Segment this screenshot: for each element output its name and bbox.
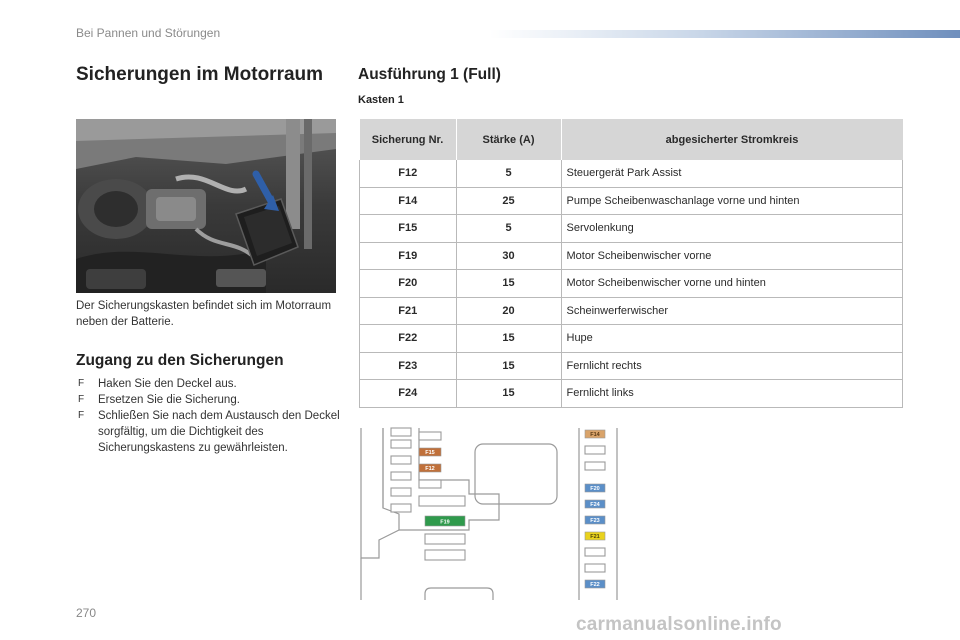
photo-caption: Der Sicherungskasten befindet sich im Motorraum neben der Batterie. [76,300,332,328]
variant-title: Ausführung 1 (Full) [358,66,501,83]
table-row [360,352,903,380]
fuse-circuit: Scheinwerferwischer [561,297,903,325]
step-marker: F [78,378,85,389]
table-row [360,160,903,187]
fuse-label-f23: F23 [590,518,600,524]
fuse-amperage: 30 [456,242,561,270]
header-gradient-bar [490,30,960,38]
fuse-circuit: Steuergerät Park Assist [561,160,903,187]
table-row [360,215,903,243]
watermark: carmanualsonline.info [576,614,782,635]
fuse-amperage: 5 [456,160,561,187]
fuse-amperage: 15 [456,352,561,380]
fuse-label-f15: F15 [425,450,435,456]
table-header-row [360,119,903,160]
fuse-box-label: Kasten 1 [358,94,404,106]
step-marker: F [78,394,85,405]
fuse-label-f19: F19 [440,519,450,526]
page-number: 270 [76,606,97,620]
table-row [360,242,903,270]
table-row [360,187,903,215]
fuse-label-f12: F12 [425,466,435,472]
fuse-label-f24: F24 [590,502,600,508]
fuse-label-f14: F14 [590,432,600,438]
fuse-circuit: Motor Scheibenwischer vorne [561,242,903,270]
fuse-amperage: 15 [456,270,561,298]
engine-bay-illustration [76,119,336,293]
table-row [360,325,903,353]
table-row [360,297,903,325]
fuse-circuit: Motor Scheibenwischer vorne und hinten [561,270,903,298]
fuse-circuit: Servolenkung [561,215,903,243]
fuse-label-f22: F22 [590,582,600,588]
instruction-step [76,376,346,392]
fuse-box-diagram [359,424,619,600]
fuse-circuit: Hupe [561,325,903,353]
fuse-circuit: Pumpe Scheibenwaschanlage vorne und hinten [561,187,903,215]
access-section-title: Zugang zu den Sicherungen [76,352,284,369]
fuse-circuit: Fernlicht rechts [561,352,903,380]
fuse-number: F15 [360,215,457,243]
instruction-step [76,408,346,456]
fuse-label-f21: F21 [590,534,600,540]
fuse-number: F12 [360,160,457,187]
fuse-layout-diagram [359,424,619,600]
fuse-label-f20: F20 [590,486,600,492]
fuse-number: F21 [360,297,457,325]
step-text: Ersetzen Sie die Sicherung. [98,394,240,406]
column-header-fuse-number: Sicherung Nr. [360,119,457,160]
table-row [360,270,903,298]
fuse-number: F24 [360,380,457,408]
fuse-table [359,119,903,408]
step-text: Haken Sie den Deckel aus. [98,378,237,390]
column-header-circuit: abgesicherter Stromkreis [561,119,903,160]
fuse-number: F22 [360,325,457,353]
engine-bay-photo [76,119,336,293]
instruction-list [76,376,346,456]
fuse-number: F20 [360,270,457,298]
fuse-amperage: 20 [456,297,561,325]
table-row [360,380,903,408]
fuse-number: F19 [360,242,457,270]
fuse-number: F23 [360,352,457,380]
step-marker: F [78,410,85,421]
fuse-amperage: 5 [456,215,561,243]
section-label: Bei Pannen und Störungen [76,26,221,40]
fuse-number: F14 [360,187,457,215]
fuse-amperage: 15 [456,380,561,408]
page-title: Sicherungen im Motorraum [76,64,324,85]
fuse-amperage: 25 [456,187,561,215]
fuse-circuit: Fernlicht links [561,380,903,408]
column-header-amperage: Stärke (A) [456,119,561,160]
step-text: Schließen Sie nach dem Austausch den Deckel sorgfältig, um die Dichtigkeit des Sicherungskastens zu gewährleisten. [98,410,340,454]
fuse-amperage: 15 [456,325,561,353]
instruction-step [76,392,346,408]
